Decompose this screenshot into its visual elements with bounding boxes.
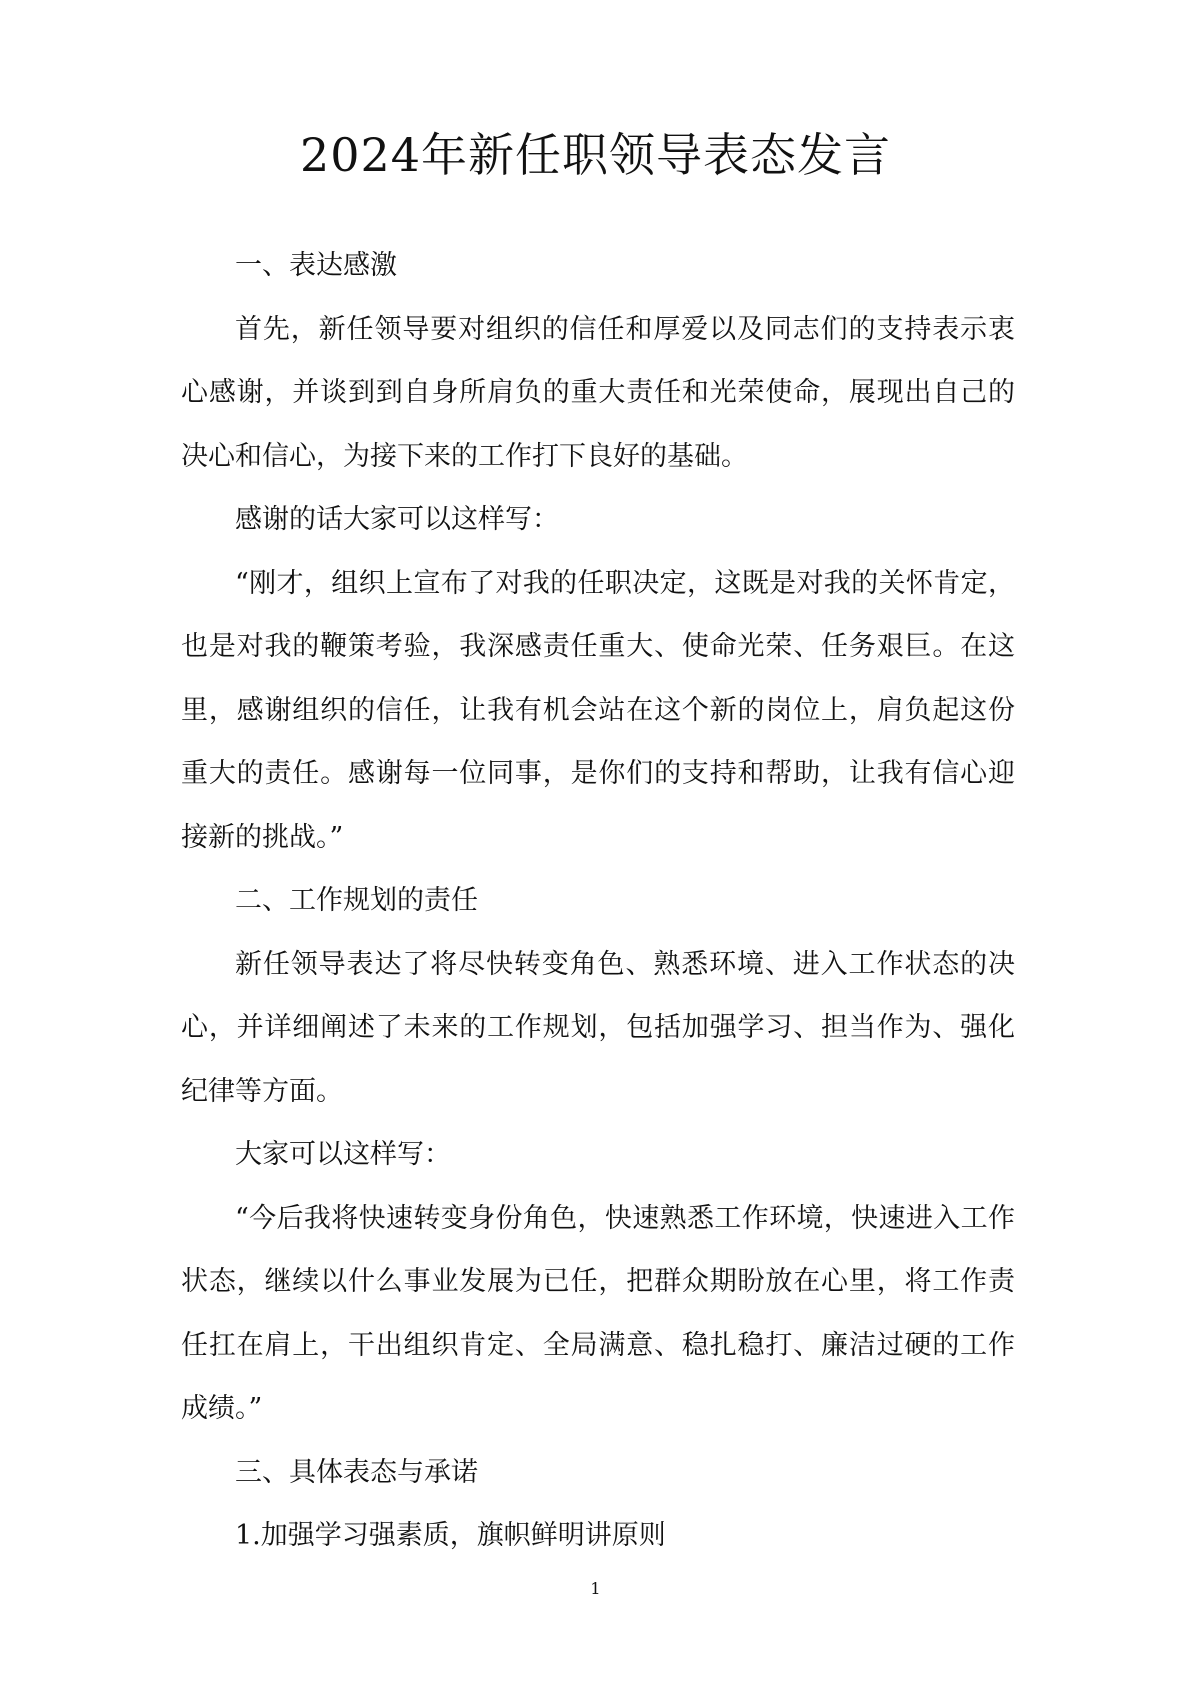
section-heading-2: 二、工作规划的责任 [235,885,478,916]
section-heading-1: 一、表达感激 [235,250,397,281]
section-heading-3: 三、具体表态与承诺 [235,1456,478,1488]
paragraph: 感谢的话大家可以这样写： [235,504,559,535]
page-number: 1 [590,1579,601,1598]
quote-paragraph: “刚才，组织上宣布了对我的任职决定，这既是对我的关怀肯定，也是对我的鞭策考验，我深感责任重大、使命光荣、任务艰巨。在这里，感谢组织的信任，让我有机会站在这个新的岗位上，肩负起这份重大的责任。感谢每一位同事，是你们的支持和帮助，让我有信心迎接新的挑战。” [181,567,1015,853]
paragraph: 大家可以这样写： [235,1139,451,1170]
paragraph: 首先，新任领导要对组织的信任和厚爱以及同志们的支持表示衷心感谢，并谈到到自身所肩负的重大责任和光荣使命，展现出自己的决心和信心，为接下来的工作打下良好的基础。 [181,313,1015,472]
quote-paragraph: “今后我将快速转变身份角色，快速熟悉工作环境，快速进入工作状态，继续以什么事业发展为已任，把群众期盼放在心里，将工作责任扛在肩上，干出组织肯定、全局满意、稳扎稳打、廉洁过硬的工作成绩。” [181,1202,1015,1424]
document-title: 2024年新任职领导表态发言 [299,128,892,182]
subsection-heading: 1.加强学习强素质，旗帜鲜明讲原则 [235,1520,666,1551]
document-body [181,234,1015,1568]
paragraph: 新任领导表达了将尽快转变角色、熟悉环境、进入工作状态的决心，并详细阐述了未来的工作规划，包括加强学习、担当作为、强化纪律等方面。 [181,948,1015,1107]
